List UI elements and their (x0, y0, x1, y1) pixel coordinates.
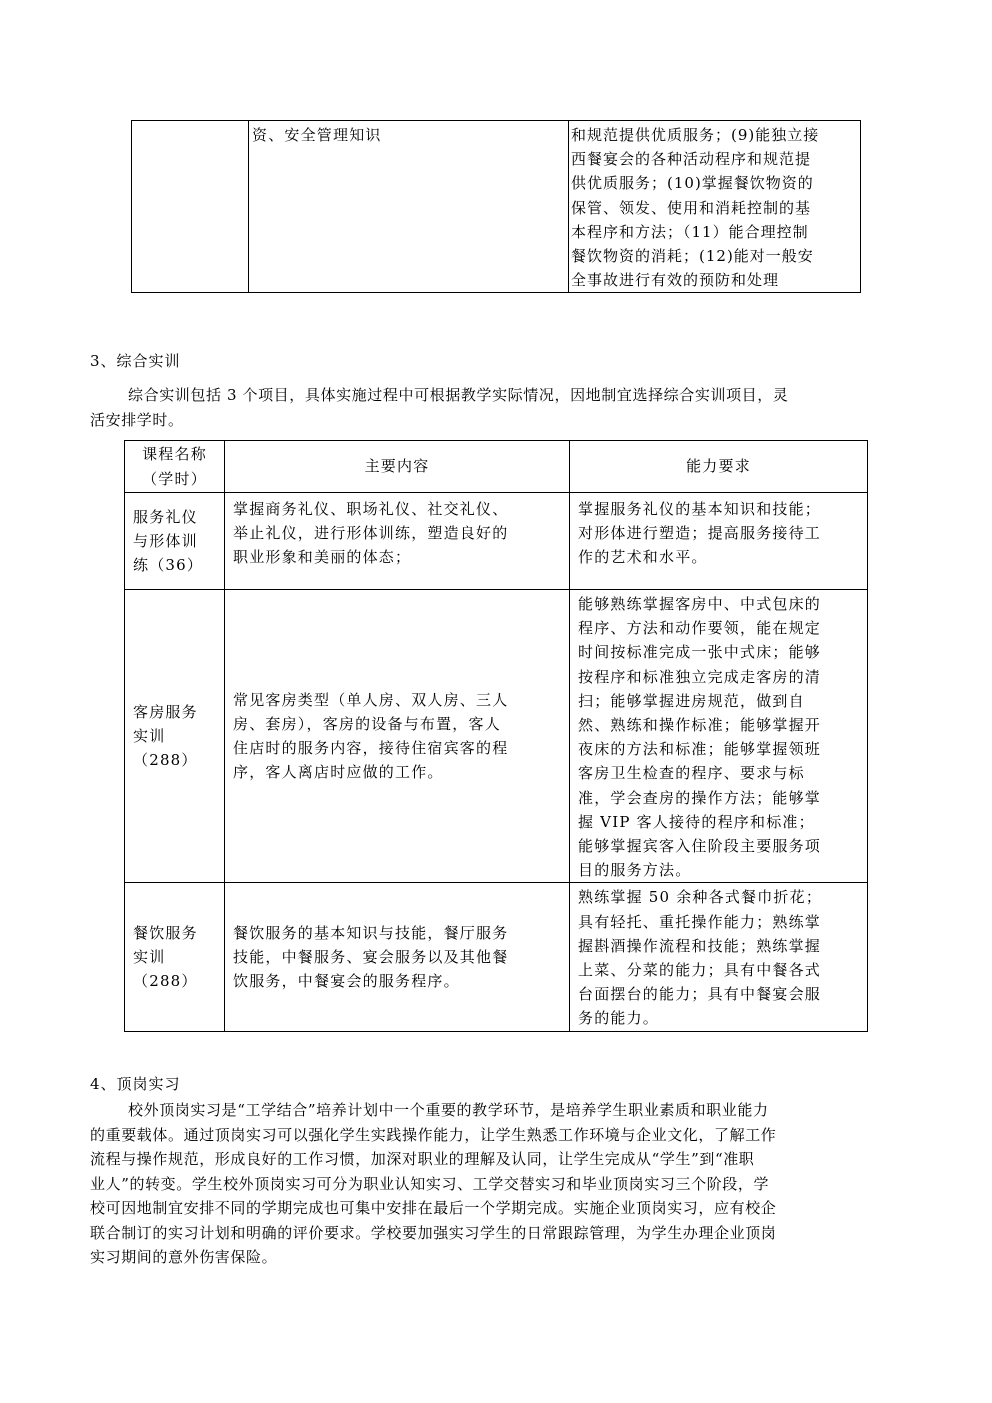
body-line: 的重要载体。通过顶岗实习可以强化学生实践操作能力，让学生熟悉工作环境与企业文化，了解工作 (90, 1125, 777, 1144)
section-3-heading: 3、综合实训 (90, 352, 181, 370)
content-cell (249, 121, 569, 293)
ability-text: 能够熟练掌握客房中、中式包床的 程序、方法和动作要领，能在规定 时间按标准完成一张中式床；能够 按程序和标准独立完成走客房的清 扫；能够掌握进房规范，做到自 然、熟练和操作标准；能够掌握开 夜床的方法和标准；能够掌握领班 客房卫生检查的程序、要求与标 准，学会查房的操作方法；能够掌 握 VIP 客人接待的程序和标准； 能够掌握宾客入住阶段主要服务项 目的服务方法。 (578, 595, 822, 880)
course-cell (125, 590, 225, 883)
course-text: 餐饮服务 实训 （288） (133, 923, 198, 991)
body-line: 业人”的转变。学生校外顶岗实习可分为职业认知实习、工学交替实习和毕业顶岗实习三个阶段，学 (90, 1174, 770, 1193)
header-course-text: 课程名称 （学时） (142, 445, 207, 488)
ability-cell (570, 590, 868, 883)
header-ability (570, 441, 868, 493)
header-course (125, 441, 225, 493)
ability-line: 餐饮物资的消耗；(12)能对一般安 (571, 247, 814, 266)
course-text: 服务礼仪 与形体训 练（36） (133, 507, 204, 575)
continuation-table (131, 120, 861, 293)
content-text: 掌握商务礼仪、职场礼仪、社交礼仪、 举止礼仪，进行形体训练，塑造良好的 职业形象和美丽的体态； (233, 500, 509, 567)
content-cell (225, 590, 570, 883)
content-cell (225, 883, 570, 1031)
ability-line: 西餐宴会的各种活动程序和规范提 (571, 150, 812, 169)
course-cell (125, 883, 225, 1031)
content-text: 餐饮服务的基本知识与技能，餐厅服务 技能，中餐服务、宴会服务以及其他餐 饮服务，中餐宴会的服务程序。 (233, 923, 509, 991)
ability-cell (569, 121, 861, 293)
body-line: 实习期间的意外伤害保险。 (90, 1248, 278, 1266)
course-text: 客房服务 实训 （288） (133, 702, 198, 770)
section-4-heading: 4、顶岗实习 (90, 1075, 181, 1093)
body-line: 校外顶岗实习是“工学结合”培养计划中一个重要的教学环节，是培养学生职业素质和职业能力 (128, 1101, 769, 1119)
intro-line: 活安排学时。 (90, 410, 184, 429)
section-4-body (90, 1098, 902, 1270)
ability-cell (570, 493, 868, 590)
ability-line: 全事故进行有效的预防和处理 (571, 271, 780, 290)
course-cell (125, 493, 225, 590)
intro-line: 综合实训包括 3 个项目，具体实施过程中可根据教学实际情况，因地制宜选择综合实训项目，灵 (128, 386, 789, 404)
body-line: 流程与操作规范，形成良好的工作习惯，加深对职业的理解及认同，让学生完成从“学生”到“准职 (90, 1150, 755, 1168)
body-line: 联合制订的实习计划和明确的评价要求。学校要加强实习学生的日常跟踪管理，为学生办理企业顶岗 (90, 1223, 777, 1242)
header-ability-text: 能力要求 (686, 457, 751, 476)
table-row (125, 493, 868, 590)
ability-line: 保管、领发、使用和消耗控制的基 (571, 198, 812, 217)
empty-cell (132, 121, 249, 293)
header-content (225, 441, 570, 493)
body-line: 校可因地制宜安排不同的学期完成也可集中安排在最后一个学期完成。实施企业顶岗实习，应有校企 (90, 1199, 777, 1217)
header-content-text: 主要内容 (364, 457, 430, 476)
content-text: 资、安全管理知识 (252, 126, 382, 144)
ability-text: 掌握服务礼仪的基本知识和技能； 对形体进行塑造；提高服务接待工 作的艺术和水平。 (578, 500, 822, 567)
content-text: 常见客房类型（单人房、双人房、三人 房、套房），客房的设备与布置，客人 住店时的服务内容，接待住宿宾客的程 序，客人离店时应做的工作。 (233, 690, 509, 782)
training-table (124, 440, 868, 1032)
ability-text (569, 121, 860, 292)
ability-line: 供优质服务；(10)掌握餐饮物资的 (571, 174, 814, 193)
table-row (125, 590, 868, 883)
ability-text: 熟练掌握 50 余种各式餐巾折花； 具有轻托、重托操作能力；熟练掌 握斟酒操作流程和技能；熟练掌握 上菜、分菜的能力；具有中餐各式 台面摆台的能力；具有中餐宴会服 务的能力。 (578, 888, 823, 1028)
ability-line: 和规范提供优质服务；(9)能独立接 (571, 126, 820, 144)
ability-line: 本程序和方法；（11）能合理控制 (571, 222, 809, 241)
ability-cell (570, 883, 868, 1031)
section-3-intro (90, 383, 900, 432)
content-cell (225, 493, 570, 590)
table-row (125, 883, 868, 1031)
